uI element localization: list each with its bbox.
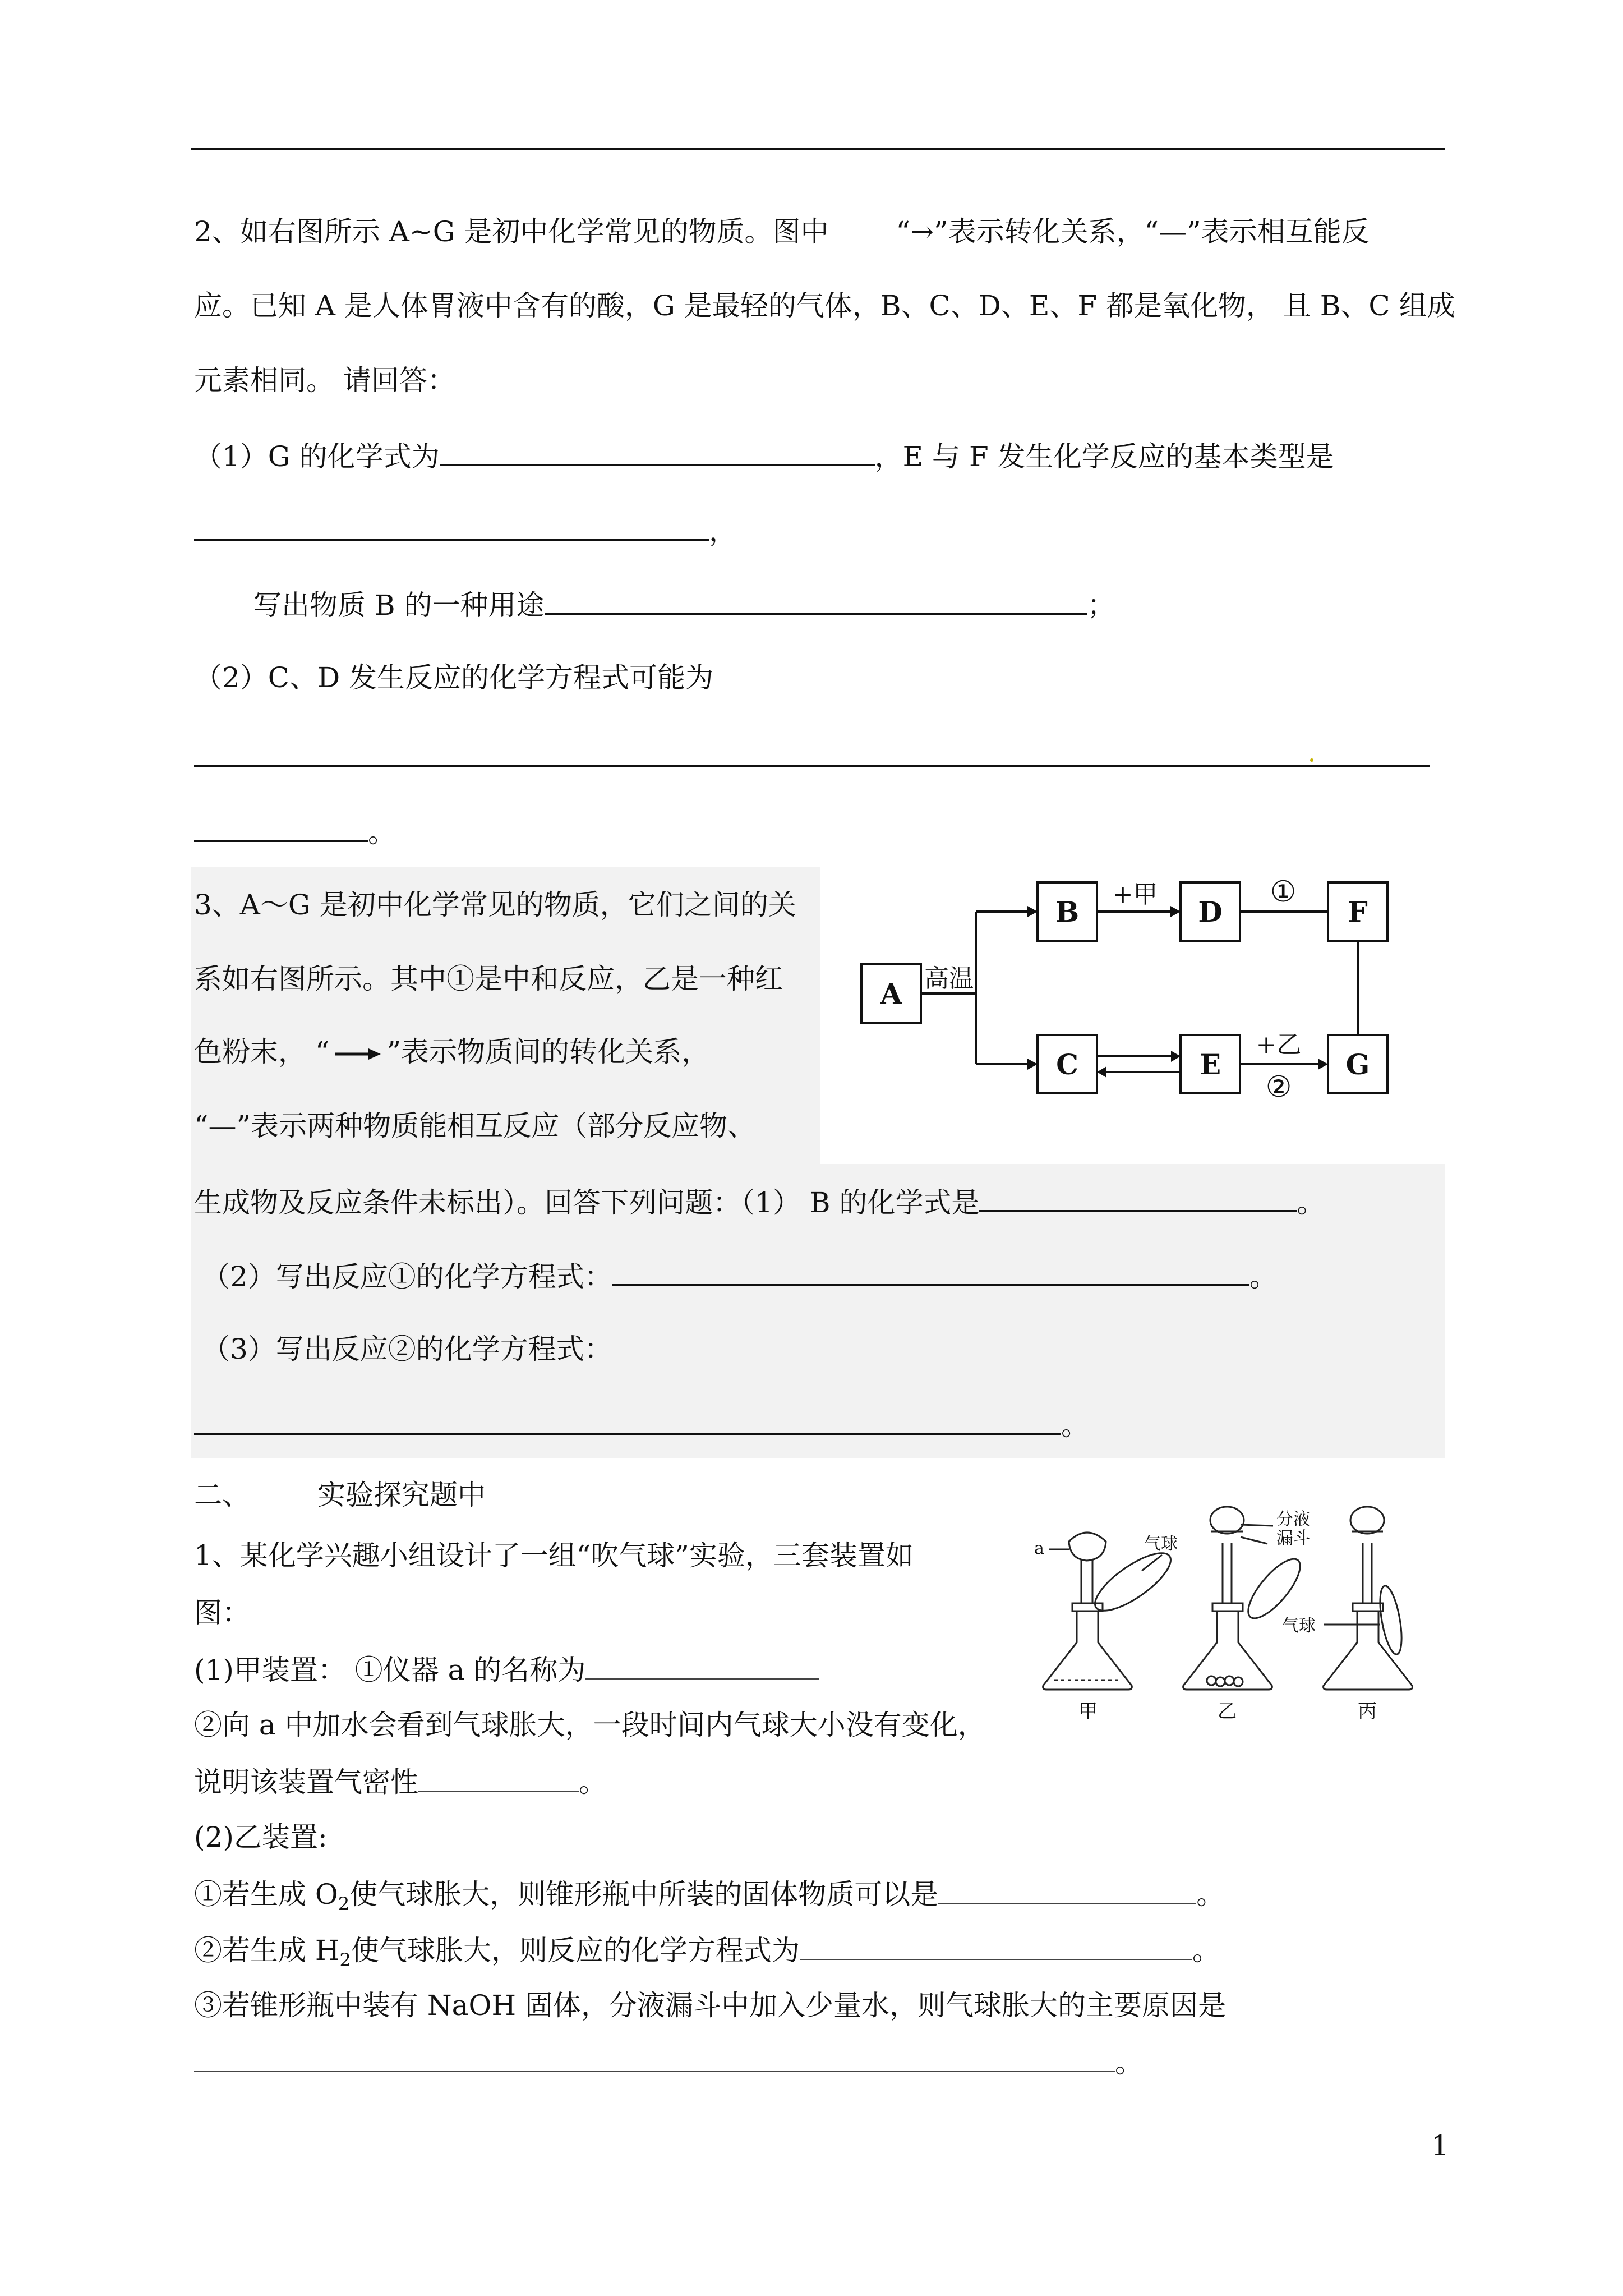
s2-yi-1-sub: 2 — [338, 1893, 350, 1915]
s2-q1-line1: 1、某化学兴趣小组设计了一组“吹气球”实验，三套装置如 — [194, 1539, 914, 1572]
q2-intro-line3: 元素相同。 请回答： — [194, 364, 455, 397]
q3-part3: （3）写出反应②的化学方程式： — [202, 1333, 612, 1365]
q2-part2-line2 — [194, 811, 396, 852]
q2-intro-line1 — [194, 212, 1370, 251]
s2-yi-1-a: ①若生成 O — [194, 1878, 338, 1911]
caption-yi: 乙 — [1218, 1700, 1237, 1722]
s2-yi-2-b: 使气球胀大，则反应的化学方程式为 — [351, 1934, 800, 1967]
s2-yi-2-a: ②若生成 H — [194, 1934, 340, 1967]
q3-line4: “—”表示两种物质能相互反应（部分反应物、 — [194, 1110, 756, 1142]
label-a: a — [1034, 1539, 1044, 1558]
section2-heading-text: 实验探究题中 — [317, 1479, 486, 1511]
q3-part3-line2 — [194, 1404, 1089, 1445]
funnel-yi — [1210, 1507, 1244, 1534]
s2-yi-2-sub: 2 — [339, 1949, 351, 1971]
stray-dot — [1310, 758, 1313, 762]
s2-jia-a — [194, 1649, 819, 1690]
q3-line3-b: ”表示物质间的转化关系， — [386, 1036, 710, 1068]
label-funnel-2: 漏斗 — [1276, 1529, 1310, 1548]
section2-heading-num: 二、 — [194, 1479, 250, 1511]
q2-part1-use-prompt: 写出物质 B 的一种用途 — [253, 589, 545, 622]
s2-yi-2 — [194, 1930, 1220, 1980]
node-a: A — [880, 977, 902, 1010]
q3-line5-text: 生成物及反应条件未标出）。回答下列问题：（1） B 的化学式是 — [194, 1186, 980, 1219]
node-d: D — [1198, 895, 1223, 928]
caption-jia: 甲 — [1078, 1700, 1098, 1722]
s2-yi-head: (2)乙装置: — [194, 1821, 328, 1853]
q2-part2-end: 。 — [368, 816, 396, 849]
q3-line3-a: 色粉末， “ — [194, 1036, 330, 1068]
label-jia: +甲 — [1112, 880, 1158, 909]
page-number: 1 — [1431, 2129, 1449, 2162]
answer-blank-b-use[interactable] — [545, 583, 1087, 615]
q3-part2-prompt: （2）写出反应①的化学方程式： — [202, 1260, 612, 1293]
q2-intro-line2: 应。已知 A 是人体胃液中含有的酸，G 是最轻的气体，B、C、D、E、F 都是氧化物， 且 B、C 组成 — [194, 289, 1455, 322]
s2-q1-line2: 图： — [194, 1596, 250, 1629]
arrow-symbol — [334, 1043, 382, 1065]
q2-part1-use-end: ； — [1087, 589, 1115, 622]
answer-blank-solid[interactable] — [938, 1874, 1196, 1904]
node-g: G — [1345, 1048, 1370, 1081]
answer-blank-airtightness[interactable] — [418, 1761, 579, 1792]
node-e: E — [1199, 1048, 1221, 1081]
section2-heading — [194, 1475, 486, 1515]
q3-part3-end: 。 — [1061, 1409, 1089, 1442]
answer-blank-instrument-a[interactable] — [585, 1649, 819, 1680]
s2-jia-c-prompt: 说明该装置气密性 — [194, 1766, 418, 1798]
balloon-yi — [1240, 1552, 1308, 1626]
funnel-bing — [1350, 1507, 1384, 1534]
q2-part1-prompt-b: ，E 与 F 发生化学反应的基本类型是 — [874, 440, 1334, 473]
q3-line3 — [194, 1032, 709, 1071]
node-c: C — [1056, 1048, 1078, 1081]
flask-yi — [1183, 1610, 1272, 1690]
answer-blank-h2-equation[interactable] — [800, 1930, 1192, 1960]
s2-yi-2-end: 。 — [1192, 1934, 1220, 1967]
q2-part1-prompt: （1）G 的化学式为 — [194, 440, 440, 473]
q2-part2: （2）C、D 发生反应的化学方程式可能为 — [194, 661, 714, 694]
q3-line2: 系如右图所示。其中①是中和反应，乙是一种红 — [194, 963, 783, 995]
answer-blank-cd-equation-cont[interactable] — [194, 811, 368, 842]
q2-part1-use — [253, 583, 1115, 625]
answer-blank-naoh-reason[interactable] — [194, 2042, 1115, 2072]
label-r2: ② — [1265, 1070, 1292, 1104]
node-f: F — [1348, 895, 1368, 928]
answer-blank-reaction-type[interactable] — [194, 509, 709, 541]
s2-yi-1-b: 使气球胀大，则锥形瓶中所装的固体物质可以是 — [349, 1878, 939, 1911]
answer-blank-reaction2[interactable] — [194, 1404, 1061, 1435]
s2-yi-1-end: 。 — [1196, 1878, 1225, 1911]
label-funnel-1: 分液 — [1276, 1510, 1310, 1529]
answer-blank-cd-equation[interactable] — [194, 765, 1430, 767]
answer-blank-g-formula[interactable] — [440, 435, 875, 466]
q3-flow-diagram — [852, 867, 1424, 1108]
node-b: B — [1055, 895, 1080, 928]
q3-part2-end: 。 — [1249, 1260, 1278, 1293]
s2-jia-c-end: 。 — [579, 1766, 607, 1798]
funnel-jia — [1069, 1533, 1106, 1561]
q2-part1-line2 — [194, 509, 737, 551]
q3-part2 — [202, 1255, 1278, 1296]
s2-yi-1 — [194, 1874, 1224, 1924]
q2-part1 — [194, 435, 1334, 476]
apparatus-figure — [1032, 1492, 1419, 1722]
answer-blank-b-formula[interactable] — [979, 1181, 1297, 1212]
q3-line5 — [194, 1181, 1325, 1222]
s2-yi-3-end: 。 — [1115, 2046, 1143, 2079]
label-balloon2: 气球 — [1282, 1616, 1316, 1636]
label-balloon1: 气球 — [1144, 1534, 1178, 1554]
label-r1: ① — [1270, 875, 1297, 909]
s2-jia-c — [194, 1761, 607, 1802]
label-yi: +乙 — [1256, 1030, 1302, 1059]
flask-jia — [1043, 1610, 1132, 1690]
s2-jia-a-prompt: (1)甲装置： ①仪器 a 的名称为 — [194, 1654, 586, 1686]
answer-blank-reaction1[interactable] — [612, 1255, 1249, 1286]
q2-intro-line1-b: “→”表示转化关系，“—”表示相互能反 — [896, 215, 1370, 248]
q2-intro-line1-a: 2、如右图所示 A~G 是初中化学常见的物质。图中 — [194, 215, 829, 248]
q3-line1: 3、A～G 是初中化学常见的物质，它们之间的关 — [194, 889, 796, 921]
s2-yi-3: ③若锥形瓶中装有 NaOH 固体，分液漏斗中加入少量水，则气球胀大的主要原因是 — [194, 1989, 1226, 2022]
s2-jia-b: ②向 a 中加水会看到气球胀大，一段时间内气球大小没有变化， — [194, 1709, 986, 1741]
flask-bing — [1324, 1610, 1413, 1690]
label-high-temp: 高温 — [924, 964, 974, 993]
caption-bing: 丙 — [1358, 1700, 1377, 1722]
q3-line5-end: 。 — [1297, 1186, 1325, 1219]
header-rule — [191, 148, 1445, 150]
s2-yi-3-line2 — [194, 2042, 1143, 2082]
q2-part1-end: ， — [709, 515, 737, 547]
